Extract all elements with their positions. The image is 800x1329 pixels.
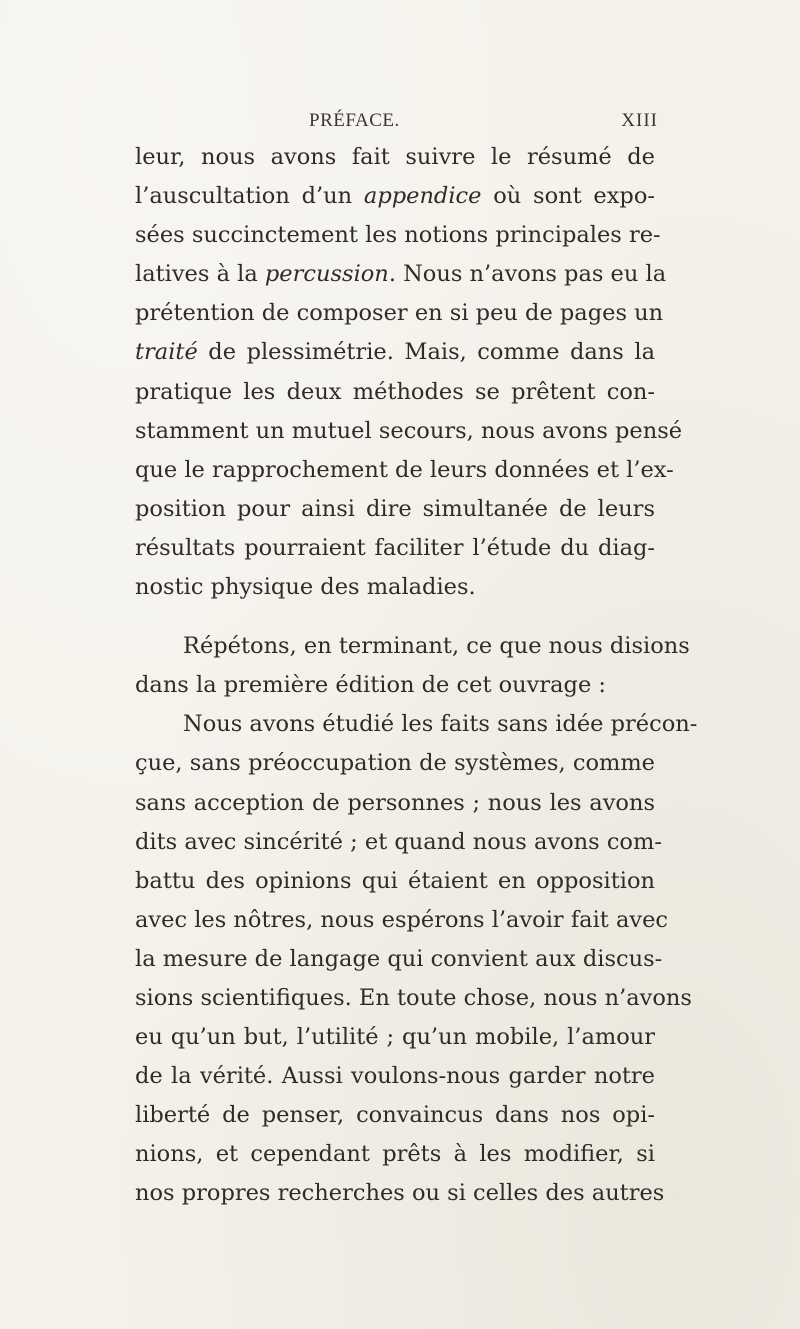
text-line: çue, sans préoccupation de systèmes, comme [135,750,655,777]
text-line: nos propres recherches ou si celles des autres [135,1180,665,1207]
emphasis: percussion [264,261,389,288]
text-line: pratique les deux méthodes se prêtent con- [135,378,655,405]
text-line: position pour ainsi dire simultanée de leurs [135,495,655,522]
text-line: nostic physique des maladies. [135,574,476,601]
text-line: prétention de composer en si peu de pages un [135,300,664,327]
paragraph-gap [135,607,655,627]
text-line: dits avec sincérité ; et quand nous avons com- [135,828,662,855]
text-line: résultats pourraient faciliter l’étude du diag- [135,534,655,561]
text-line: liberté de penser, convaincus dans nos opi- [135,1102,655,1129]
text-line: leur, nous avons fait suivre le résumé de [135,144,655,170]
text-line: la mesure de langage qui convient aux discus- [135,945,663,972]
text-line: Nous avons étudié les faits sans idée précon- [183,711,698,738]
text-line: battu des opinions qui étaient en opposition [135,867,655,894]
running-header [258,110,658,136]
text-line: l’auscultation d’un appendice où sont expo- [135,183,655,210]
emphasis: traité [135,339,198,366]
header-title: PRÉFACE. [309,110,400,131]
text-line: eu qu’un but, l’utilité ; qu’un mobile, l’amour [135,1024,655,1051]
text-line: stamment un mutuel secours, nous avons pensé [135,417,683,444]
text-line: dans la première édition de cet ouvrage : [135,672,607,699]
emphasis: appendice [363,183,482,210]
body-text [135,138,698,1214]
text-line: latives à la percussion. Nous n’avons pas eu la [135,261,667,288]
text-line: traité de plessimétrie. Mais, comme dans la [135,339,655,366]
text-line: Répétons, en terminant, ce que nous disions [183,633,690,660]
text-line: sées succinctement les notions principales re- [135,222,661,249]
text-line: sans acception de personnes ; nous les avons [135,789,655,816]
text-line: de la vérité. Aussi voulons-nous garder notre [135,1063,655,1090]
text-line: sions scientifiques. En toute chose, nous n’avons [135,984,692,1011]
text-line: que le rapprochement de leurs données et l’ex- [135,456,674,483]
page-number: XIII [621,110,658,131]
text-line: nions, et cependant prêts à les modifier, si [135,1141,655,1168]
text-line: avec les nôtres, nous espérons l’avoir fait avec [135,906,669,933]
